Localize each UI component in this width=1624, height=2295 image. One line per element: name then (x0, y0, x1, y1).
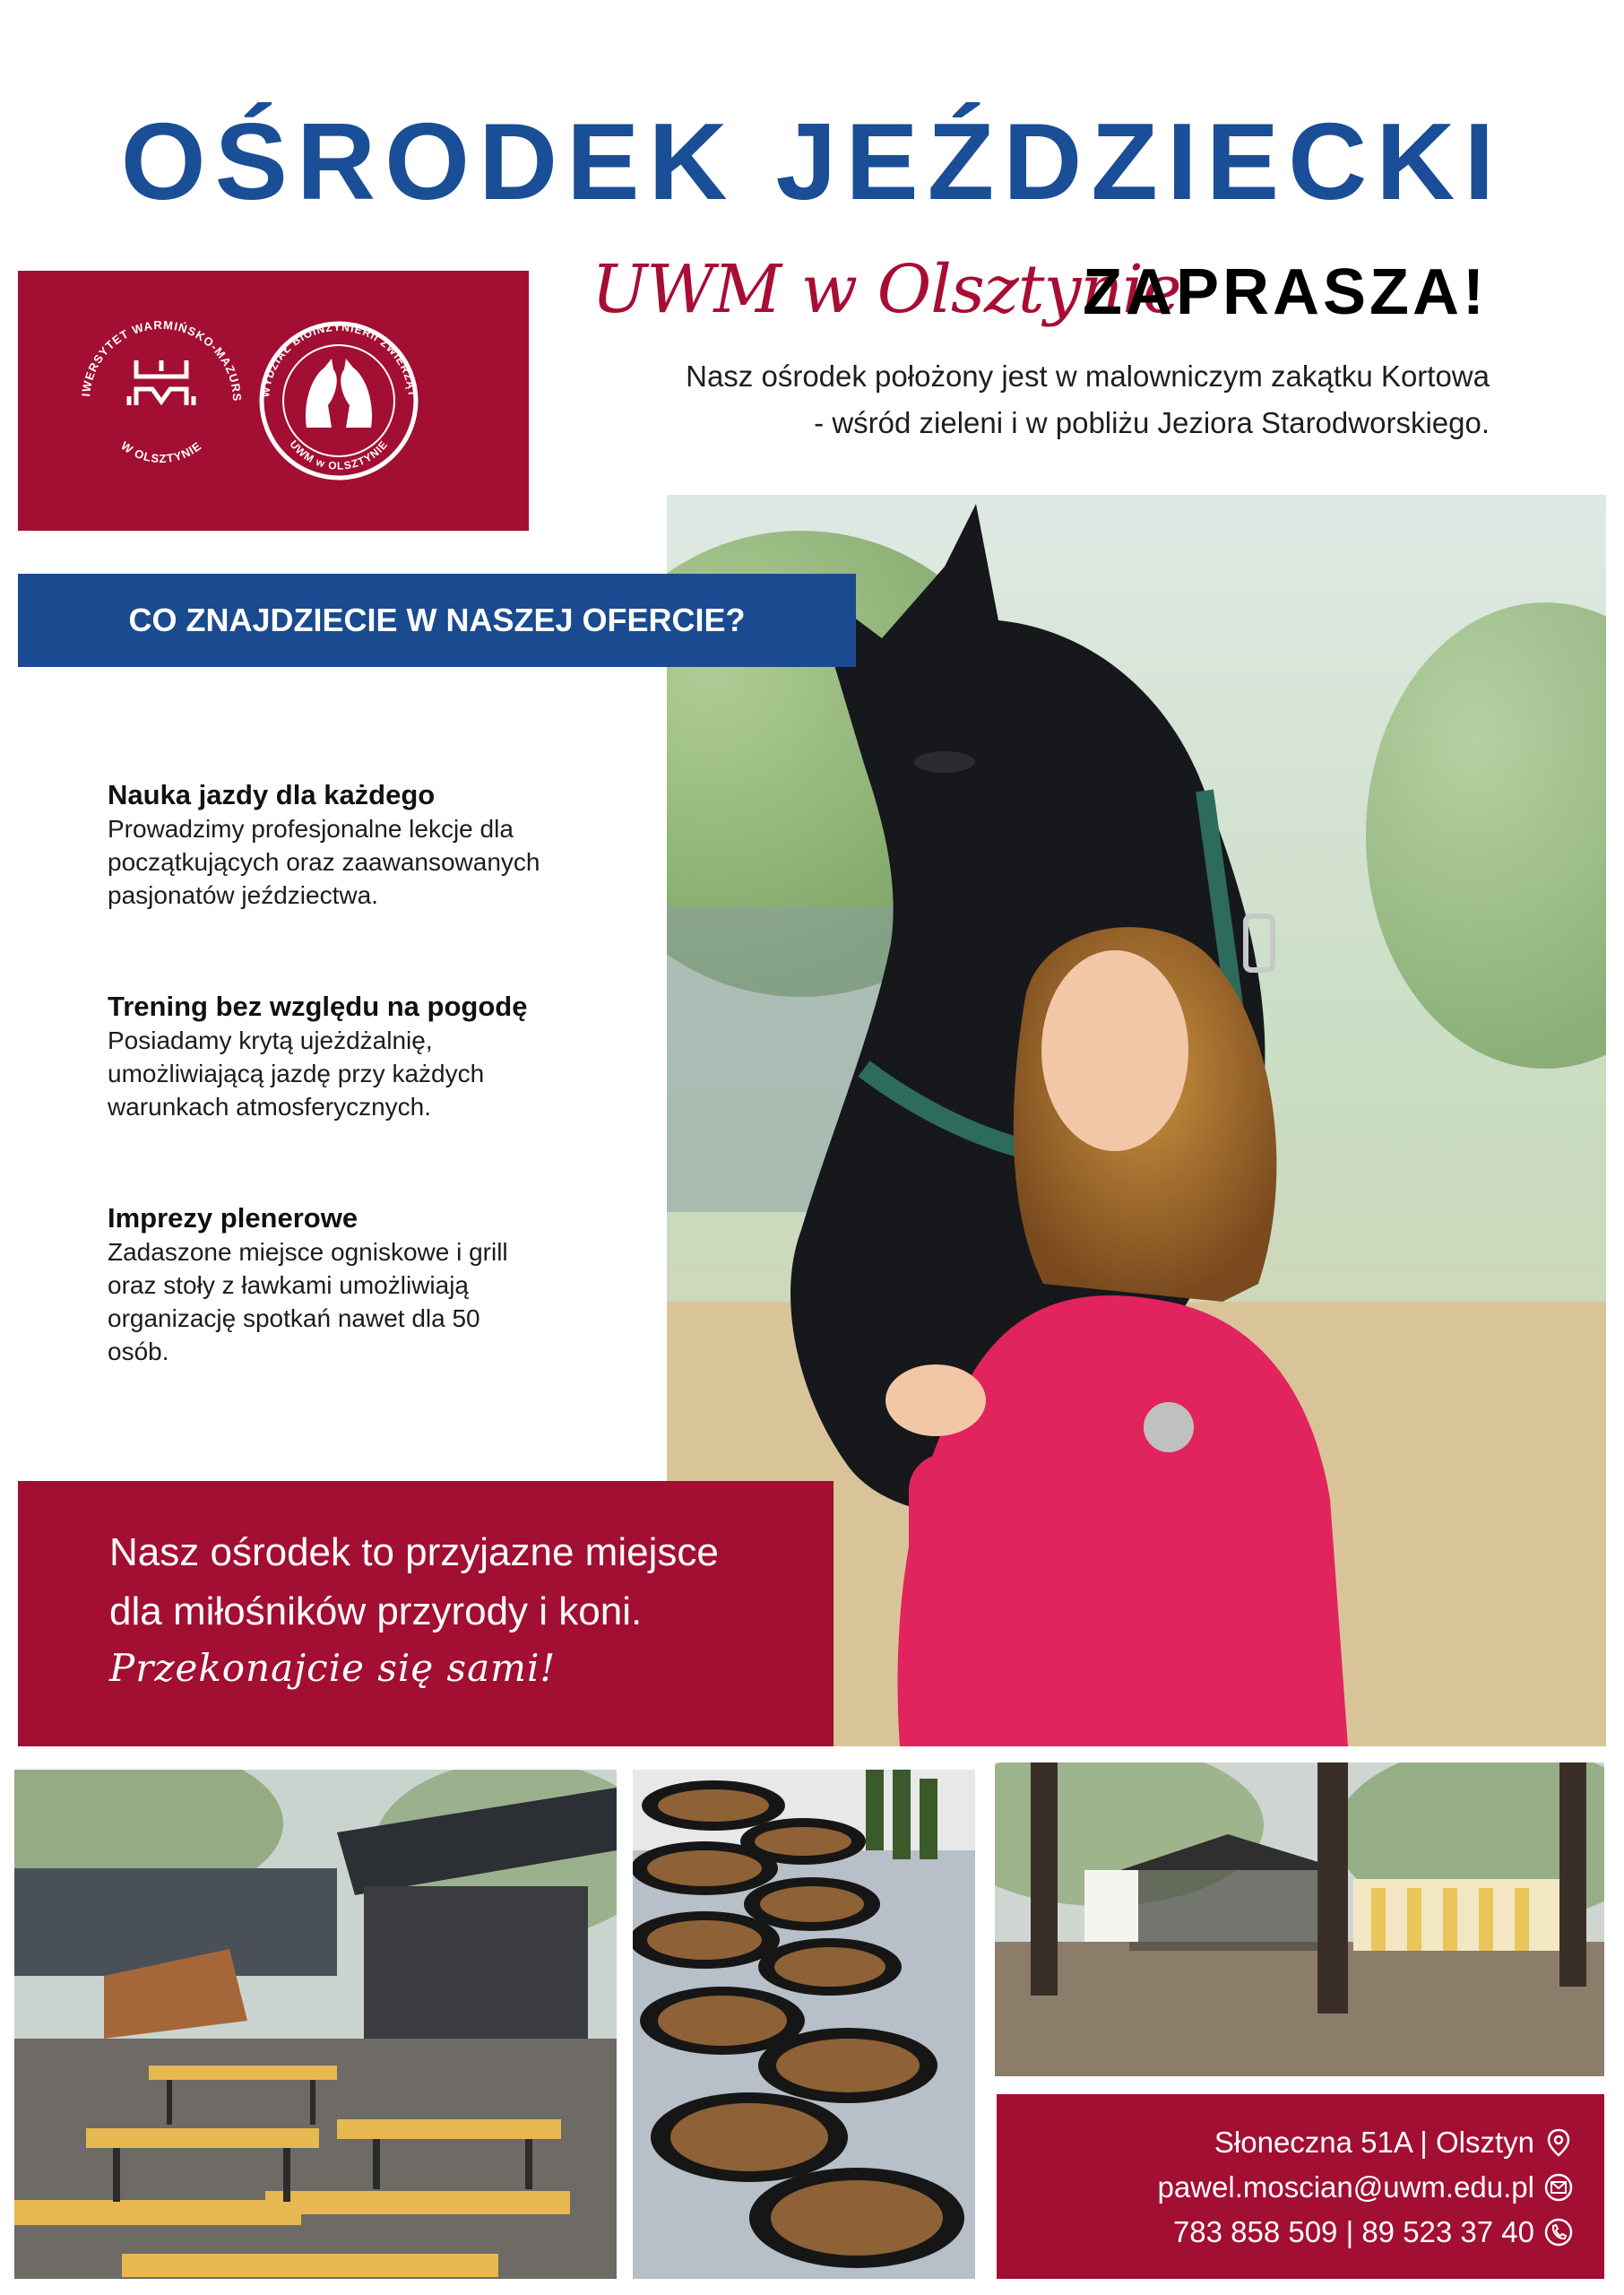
feature-line: oraz stoły z ławkami umożliwiają (108, 1271, 470, 1299)
uwm-seal-logo (18, 271, 244, 465)
picnic-benches-photo (14, 1770, 617, 2279)
contact-phones[interactable]: 783 858 509 | 89 523 37 40 (1172, 2215, 1534, 2248)
contact-address-row (1214, 2125, 1574, 2161)
location-pin-icon (1543, 2127, 1574, 2158)
svg-text:W OLSZTYNIE (118, 438, 204, 465)
feature-line: początkujących oraz zaawansowanych (108, 848, 540, 876)
phone-icon (1543, 2217, 1574, 2247)
pavilion-photo (995, 1762, 1604, 2076)
subtitle (592, 240, 1488, 339)
feature-title: Trening bez względu na pogodę (108, 991, 528, 1022)
offer-heading: CO ZNAJDZIECIE W NASZEJ OFERCIE? (128, 602, 746, 638)
page-title: OŚRODEK JEŹDZIECKI (120, 100, 1504, 222)
feature-line: warunkach atmosferycznych. (108, 1093, 432, 1121)
logo-box (18, 271, 529, 531)
feature-outdoor-events (108, 1201, 645, 1368)
banner-line-2: dla miłośników przyrody i koni. (109, 1589, 643, 1633)
feature-line: Zadaszone miejsce ogniskowe i grill (108, 1238, 508, 1266)
feature-indoor-training (108, 990, 645, 1123)
contact-box (997, 2094, 1604, 2279)
uwm-script-text: UWM w Olsztynie (592, 251, 1181, 328)
banner-script: Przekonajcie się sami! (109, 1646, 557, 1690)
offer-heading-bar (18, 574, 856, 667)
intro-line-2: - wśród zieleni i w pobliżu Jeziora Starodworskiego. (814, 406, 1490, 439)
contact-address: Słoneczna 51A | Olsztyn (1214, 2126, 1534, 2159)
feature-title: Nauka jazdy dla każdego (108, 779, 436, 810)
wbz-ring-bottom-text: UWM w OLSZTYNIE (287, 437, 391, 472)
food-trays-photo (633, 1770, 975, 2279)
feature-line: Prowadzimy profesjonalne lekcje dla (108, 815, 514, 843)
svg-text:UNIWERSYTET WARMIŃSKO-MAZURSKI (18, 271, 244, 403)
uwm-ring-bottom-text: W OLSZTYNIE (118, 438, 204, 466)
slogan-banner (18, 1481, 834, 1746)
feature-line: organizację spotkań nawet dla 50 (108, 1304, 480, 1332)
feature-line: osób. (108, 1338, 169, 1365)
uwm-ring-text: IWERSYTET WARMIŃSKO-MAZURS (79, 317, 245, 403)
contact-email[interactable]: pawel.moscian@uwm.edu.pl (1157, 2170, 1534, 2204)
feature-line: Posiadamy krytą ujeżdżalnię, (108, 1026, 433, 1054)
svg-text:WYDZIAŁ BIOINŻYNIERII ZWIERZĄT (259, 320, 419, 398)
wbz-seal-logo (259, 320, 419, 478)
wbz-ring-text: WYDZIAŁ BIOINŻYNIERII ZWIERZĄT (258, 320, 419, 398)
intro-line-1: Nasz ośrodek położony jest w malowniczym zakątku Kortowa (686, 359, 1490, 393)
feature-line: umożliwiającą jazdę przy każdych (108, 1060, 485, 1087)
intro-text (504, 353, 1490, 446)
feature-riding-lessons (108, 778, 645, 912)
invite-text: ZAPRASZA! (1083, 256, 1488, 328)
feature-line: pasjonatów jeździectwa. (108, 881, 378, 909)
contact-phone-row (1173, 2214, 1574, 2250)
university-logos (18, 271, 529, 531)
email-icon (1543, 2172, 1574, 2203)
feature-title: Imprezy plenerowe (108, 1202, 358, 1234)
banner-line-1: Nasz ośrodek to przyjazne miejsce (109, 1530, 719, 1574)
contact-email-row (1157, 2169, 1574, 2205)
